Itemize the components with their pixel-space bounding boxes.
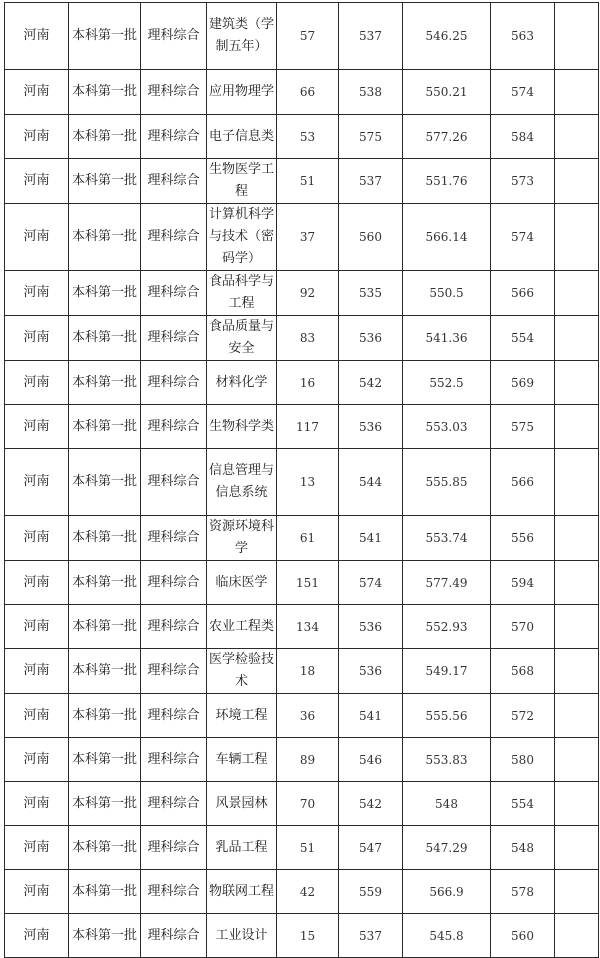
- major-cell: 电子信息类: [207, 115, 277, 159]
- batch-cell: 本科第一批: [69, 826, 141, 870]
- max-score-cell: 563: [491, 3, 555, 70]
- major-cell: 车辆工程: [207, 738, 277, 782]
- table-row: [5, 516, 599, 561]
- plan-count-cell: 51: [277, 826, 339, 870]
- major-cell: 风景园林: [207, 782, 277, 826]
- batch-cell: 本科第一批: [69, 694, 141, 738]
- subject-cell: 理科综合: [141, 3, 207, 70]
- note-cell: [555, 826, 599, 870]
- subject-cell: 理科综合: [141, 204, 207, 271]
- batch-cell: 本科第一批: [69, 70, 141, 115]
- note-cell: [555, 3, 599, 70]
- max-score-cell: 580: [491, 738, 555, 782]
- min-score-cell: 542: [339, 782, 403, 826]
- batch-cell: 本科第一批: [69, 405, 141, 449]
- subject-cell: 理科综合: [141, 516, 207, 561]
- table-row: [5, 405, 599, 449]
- batch-cell: 本科第一批: [69, 316, 141, 361]
- batch-cell: 本科第一批: [69, 649, 141, 694]
- plan-count-cell: 16: [277, 361, 339, 405]
- table-row: [5, 694, 599, 738]
- table-row: [5, 914, 599, 958]
- subject-cell: 理科综合: [141, 694, 207, 738]
- major-cell: 工业设计: [207, 914, 277, 958]
- plan-count-cell: 18: [277, 649, 339, 694]
- max-score-cell: 570: [491, 605, 555, 649]
- major-cell: 生物科学类: [207, 405, 277, 449]
- avg-score-cell: 566.14: [403, 204, 491, 271]
- note-cell: [555, 405, 599, 449]
- min-score-cell: 574: [339, 561, 403, 605]
- avg-score-cell: 549.17: [403, 649, 491, 694]
- batch-cell: 本科第一批: [69, 159, 141, 204]
- batch-cell: 本科第一批: [69, 738, 141, 782]
- note-cell: [555, 694, 599, 738]
- min-score-cell: 536: [339, 605, 403, 649]
- max-score-cell: 556: [491, 516, 555, 561]
- max-score-cell: 554: [491, 782, 555, 826]
- subject-cell: 理科综合: [141, 826, 207, 870]
- batch-cell: 本科第一批: [69, 605, 141, 649]
- major-cell: 生物医学工程: [207, 159, 277, 204]
- min-score-cell: 575: [339, 115, 403, 159]
- plan-count-cell: 151: [277, 561, 339, 605]
- plan-count-cell: 53: [277, 115, 339, 159]
- table-row: [5, 159, 599, 204]
- max-score-cell: 578: [491, 870, 555, 914]
- min-score-cell: 547: [339, 826, 403, 870]
- note-cell: [555, 115, 599, 159]
- subject-cell: 理科综合: [141, 449, 207, 516]
- plan-count-cell: 89: [277, 738, 339, 782]
- note-cell: [555, 316, 599, 361]
- province-cell: 河南: [5, 449, 69, 516]
- subject-cell: 理科综合: [141, 738, 207, 782]
- table-row: [5, 3, 599, 70]
- province-cell: 河南: [5, 782, 69, 826]
- subject-cell: 理科综合: [141, 316, 207, 361]
- max-score-cell: 574: [491, 70, 555, 115]
- avg-score-cell: 553.03: [403, 405, 491, 449]
- max-score-cell: 569: [491, 361, 555, 405]
- avg-score-cell: 548: [403, 782, 491, 826]
- batch-cell: 本科第一批: [69, 516, 141, 561]
- province-cell: 河南: [5, 605, 69, 649]
- table-row: [5, 316, 599, 361]
- major-cell: 医学检验技术: [207, 649, 277, 694]
- province-cell: 河南: [5, 115, 69, 159]
- province-cell: 河南: [5, 3, 69, 70]
- avg-score-cell: 553.83: [403, 738, 491, 782]
- province-cell: 河南: [5, 271, 69, 316]
- note-cell: [555, 914, 599, 958]
- note-cell: [555, 782, 599, 826]
- subject-cell: 理科综合: [141, 405, 207, 449]
- note-cell: [555, 70, 599, 115]
- max-score-cell: 566: [491, 449, 555, 516]
- table-row: [5, 826, 599, 870]
- subject-cell: 理科综合: [141, 870, 207, 914]
- avg-score-cell: 555.85: [403, 449, 491, 516]
- subject-cell: 理科综合: [141, 914, 207, 958]
- major-cell: 应用物理学: [207, 70, 277, 115]
- province-cell: 河南: [5, 405, 69, 449]
- max-score-cell: 575: [491, 405, 555, 449]
- admission-scores-table: [4, 2, 599, 958]
- plan-count-cell: 117: [277, 405, 339, 449]
- province-cell: 河南: [5, 914, 69, 958]
- batch-cell: 本科第一批: [69, 870, 141, 914]
- major-cell: 建筑类（学制五年）: [207, 3, 277, 70]
- batch-cell: 本科第一批: [69, 449, 141, 516]
- table-row: [5, 738, 599, 782]
- avg-score-cell: 550.21: [403, 70, 491, 115]
- province-cell: 河南: [5, 870, 69, 914]
- batch-cell: 本科第一批: [69, 271, 141, 316]
- subject-cell: 理科综合: [141, 159, 207, 204]
- avg-score-cell: 577.26: [403, 115, 491, 159]
- major-cell: 信息管理与信息系统: [207, 449, 277, 516]
- batch-cell: 本科第一批: [69, 3, 141, 70]
- avg-score-cell: 566.9: [403, 870, 491, 914]
- min-score-cell: 546: [339, 738, 403, 782]
- avg-score-cell: 552.93: [403, 605, 491, 649]
- min-score-cell: 541: [339, 516, 403, 561]
- subject-cell: 理科综合: [141, 649, 207, 694]
- plan-count-cell: 66: [277, 70, 339, 115]
- batch-cell: 本科第一批: [69, 561, 141, 605]
- min-score-cell: 541: [339, 694, 403, 738]
- province-cell: 河南: [5, 204, 69, 271]
- table-row: [5, 271, 599, 316]
- batch-cell: 本科第一批: [69, 782, 141, 826]
- major-cell: 环境工程: [207, 694, 277, 738]
- subject-cell: 理科综合: [141, 70, 207, 115]
- plan-count-cell: 13: [277, 449, 339, 516]
- province-cell: 河南: [5, 70, 69, 115]
- plan-count-cell: 57: [277, 3, 339, 70]
- min-score-cell: 538: [339, 70, 403, 115]
- avg-score-cell: 553.74: [403, 516, 491, 561]
- province-cell: 河南: [5, 738, 69, 782]
- plan-count-cell: 83: [277, 316, 339, 361]
- plan-count-cell: 92: [277, 271, 339, 316]
- major-cell: 乳品工程: [207, 826, 277, 870]
- table-row: [5, 449, 599, 516]
- plan-count-cell: 61: [277, 516, 339, 561]
- max-score-cell: 572: [491, 694, 555, 738]
- max-score-cell: 554: [491, 316, 555, 361]
- min-score-cell: 560: [339, 204, 403, 271]
- min-score-cell: 559: [339, 870, 403, 914]
- min-score-cell: 544: [339, 449, 403, 516]
- table-row: [5, 782, 599, 826]
- subject-cell: 理科综合: [141, 561, 207, 605]
- batch-cell: 本科第一批: [69, 361, 141, 405]
- note-cell: [555, 449, 599, 516]
- table-row: [5, 70, 599, 115]
- province-cell: 河南: [5, 159, 69, 204]
- max-score-cell: 548: [491, 826, 555, 870]
- subject-cell: 理科综合: [141, 115, 207, 159]
- min-score-cell: 536: [339, 405, 403, 449]
- province-cell: 河南: [5, 694, 69, 738]
- avg-score-cell: 550.5: [403, 271, 491, 316]
- table-body: [5, 3, 599, 958]
- max-score-cell: 568: [491, 649, 555, 694]
- major-cell: 资源环境科学: [207, 516, 277, 561]
- avg-score-cell: 545.8: [403, 914, 491, 958]
- max-score-cell: 574: [491, 204, 555, 271]
- batch-cell: 本科第一批: [69, 204, 141, 271]
- avg-score-cell: 577.49: [403, 561, 491, 605]
- avg-score-cell: 552.5: [403, 361, 491, 405]
- province-cell: 河南: [5, 361, 69, 405]
- max-score-cell: 573: [491, 159, 555, 204]
- major-cell: 临床医学: [207, 561, 277, 605]
- table-row: [5, 605, 599, 649]
- plan-count-cell: 15: [277, 914, 339, 958]
- major-cell: 农业工程类: [207, 605, 277, 649]
- note-cell: [555, 361, 599, 405]
- note-cell: [555, 516, 599, 561]
- note-cell: [555, 605, 599, 649]
- plan-count-cell: 134: [277, 605, 339, 649]
- subject-cell: 理科综合: [141, 605, 207, 649]
- major-cell: 材料化学: [207, 361, 277, 405]
- avg-score-cell: 547.29: [403, 826, 491, 870]
- note-cell: [555, 738, 599, 782]
- min-score-cell: 535: [339, 271, 403, 316]
- note-cell: [555, 271, 599, 316]
- plan-count-cell: 36: [277, 694, 339, 738]
- min-score-cell: 536: [339, 649, 403, 694]
- batch-cell: 本科第一批: [69, 914, 141, 958]
- plan-count-cell: 70: [277, 782, 339, 826]
- subject-cell: 理科综合: [141, 271, 207, 316]
- note-cell: [555, 159, 599, 204]
- major-cell: 计算机科学与技术（密码学）: [207, 204, 277, 271]
- province-cell: 河南: [5, 649, 69, 694]
- note-cell: [555, 870, 599, 914]
- major-cell: 食品科学与工程: [207, 271, 277, 316]
- table-row: [5, 204, 599, 271]
- table-row: [5, 361, 599, 405]
- note-cell: [555, 561, 599, 605]
- avg-score-cell: 541.36: [403, 316, 491, 361]
- plan-count-cell: 51: [277, 159, 339, 204]
- max-score-cell: 566: [491, 271, 555, 316]
- province-cell: 河南: [5, 561, 69, 605]
- min-score-cell: 542: [339, 361, 403, 405]
- avg-score-cell: 546.25: [403, 3, 491, 70]
- avg-score-cell: 551.76: [403, 159, 491, 204]
- table-row: [5, 561, 599, 605]
- province-cell: 河南: [5, 316, 69, 361]
- min-score-cell: 536: [339, 316, 403, 361]
- table-row: [5, 649, 599, 694]
- subject-cell: 理科综合: [141, 361, 207, 405]
- province-cell: 河南: [5, 516, 69, 561]
- min-score-cell: 537: [339, 914, 403, 958]
- avg-score-cell: 555.56: [403, 694, 491, 738]
- min-score-cell: 537: [339, 159, 403, 204]
- major-cell: 物联网工程: [207, 870, 277, 914]
- province-cell: 河南: [5, 826, 69, 870]
- note-cell: [555, 649, 599, 694]
- min-score-cell: 537: [339, 3, 403, 70]
- plan-count-cell: 42: [277, 870, 339, 914]
- subject-cell: 理科综合: [141, 782, 207, 826]
- plan-count-cell: 37: [277, 204, 339, 271]
- major-cell: 食品质量与安全: [207, 316, 277, 361]
- max-score-cell: 594: [491, 561, 555, 605]
- max-score-cell: 584: [491, 115, 555, 159]
- note-cell: [555, 204, 599, 271]
- max-score-cell: 560: [491, 914, 555, 958]
- batch-cell: 本科第一批: [69, 115, 141, 159]
- table-row: [5, 115, 599, 159]
- table-row: [5, 870, 599, 914]
